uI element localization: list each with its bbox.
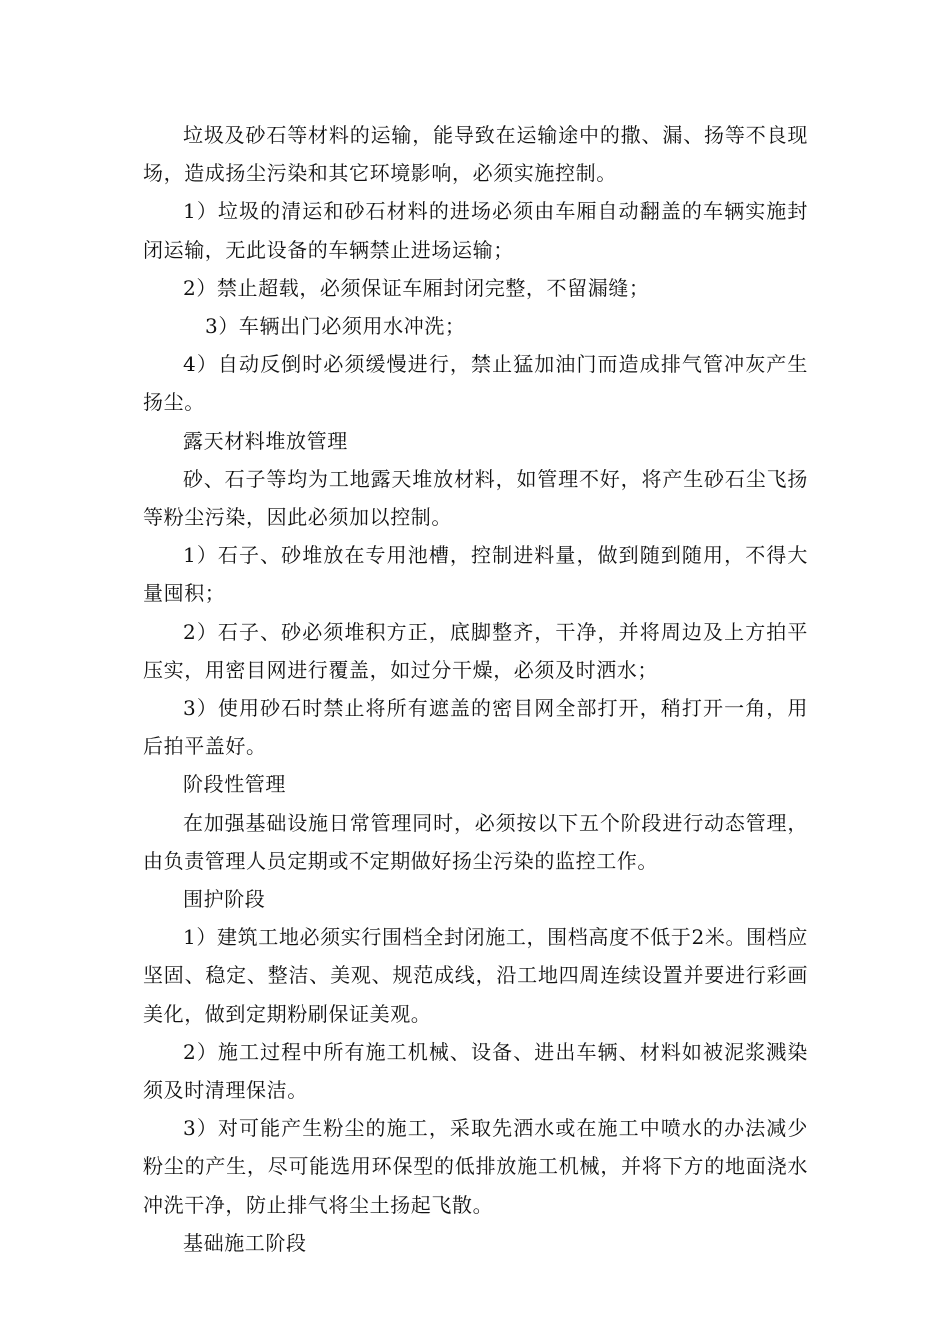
paragraph-enclosure-item-2: 2）施工过程中所有施工机械、设备、进出车辆、材料如被泥浆溅染须及时清理保洁。	[143, 1039, 808, 1103]
paragraph-open-air-intro: 砂、石子等均为工地露天堆放材料，如管理不好，将产生砂石尘飞扬等粉尘污染，因此必须加以控制。	[143, 466, 808, 530]
paragraph-transport-item-1: 1）垃圾的清运和砂石材料的进场必须由车厢自动翻盖的车辆实施封闭运输，无此设备的车辆禁止进场运输；	[143, 199, 808, 262]
paragraph-phased-intro: 在加强基础设施日常管理同时，必须按以下五个阶段进行动态管理，由负责管理人员定期或不定期做好扬尘污染的监控工作。	[143, 810, 808, 873]
document-body	[143, 116, 808, 1262]
paragraph-transport-item-4: 4）自动反倒时必须缓慢进行，禁止猛加油门而造成排气管冲灰产生扬尘。	[143, 352, 808, 415]
paragraph-open-air-item-3: 3）使用砂石时禁止将所有遮盖的密目网全部打开，稍打开一角，用后拍平盖好。	[143, 696, 808, 759]
section-heading-phased-management: 阶段性管理	[183, 772, 286, 797]
section-heading-foundation-phase: 基础施工阶段	[183, 1230, 307, 1255]
paragraph-transport-item-2: 2）禁止超载，必须保证车厢封闭完整，不留漏缝；	[183, 275, 650, 300]
paragraph-enclosure-item-3: 3）对可能产生粉尘的施工，采取先洒水或在施工中喷水的办法减少粉尘的产生，尽可能选用环保型的低排放施工机械，并将下方的地面浇水冲洗干净，防止排气将尘土扬起飞散。	[143, 1116, 808, 1217]
paragraph-open-air-item-1: 1）石子、砂堆放在专用池槽，控制进料量，做到随到随用，不得大量囤积；	[143, 543, 808, 606]
paragraph-transport-item-3: 3）车辆出门必须用水冲洗；	[205, 314, 466, 339]
paragraph-transport-intro: 垃圾及砂石等材料的运输，能导致在运输途中的撒、漏、扬等不良现场，造成扬尘污染和其它环境影响，必须实施控制。	[143, 123, 808, 186]
section-heading-enclosure-phase: 围护阶段	[183, 887, 266, 912]
paragraph-enclosure-item-1: 1）建筑工地必须实行围档全封闭施工，围档高度不低于2米。围档应坚固、稳定、整洁、美观、规范成线，沿工地四周连续设置并要进行彩画美化，做到定期粉刷保证美观。	[143, 925, 808, 1026]
paragraph-open-air-item-2: 2）石子、砂必须堆积方正，底脚整齐，干净，并将周边及上方拍平压实，用密目网进行覆盖，如过分干燥，必须及时洒水；	[143, 619, 808, 682]
section-heading-open-air-storage: 露天材料堆放管理	[183, 428, 348, 453]
